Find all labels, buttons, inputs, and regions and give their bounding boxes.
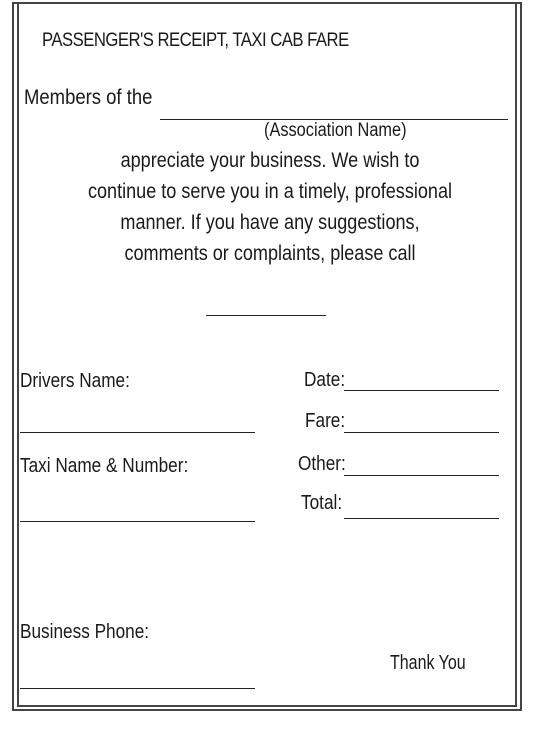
receipt-title: PASSENGER'S RECEIPT, TAXI CAB FARE [42, 30, 349, 51]
business-phone-line[interactable] [20, 688, 255, 689]
other-label: Other: [298, 453, 346, 475]
message-paragraph [40, 145, 500, 269]
message-line: comments or complaints, please call [124, 242, 416, 265]
taxi-name-number-line[interactable] [20, 521, 255, 522]
fare-line[interactable] [344, 432, 499, 433]
message-line: continue to serve you in a timely, professional [87, 180, 453, 203]
total-label: Total: [301, 492, 343, 514]
total-line[interactable] [344, 518, 499, 519]
business-phone-label: Business Phone: [20, 621, 150, 643]
message-line: manner. If you have any suggestions, [120, 211, 420, 234]
drivers-name-label: Drivers Name: [20, 370, 130, 392]
fare-label: Fare: [305, 410, 346, 432]
drivers-name-line[interactable] [20, 432, 255, 433]
association-name-caption: (Association Name) [264, 120, 407, 141]
other-line[interactable] [344, 475, 499, 476]
thank-you-text: Thank You [390, 652, 466, 674]
members-of-label: Members of the [24, 86, 153, 109]
contact-phone-line[interactable] [206, 315, 326, 316]
taxi-name-number-label: Taxi Name & Number: [20, 455, 189, 477]
date-label: Date: [304, 369, 346, 391]
date-line[interactable] [344, 390, 499, 391]
message-line: appreciate your business. We wish to [120, 149, 420, 172]
